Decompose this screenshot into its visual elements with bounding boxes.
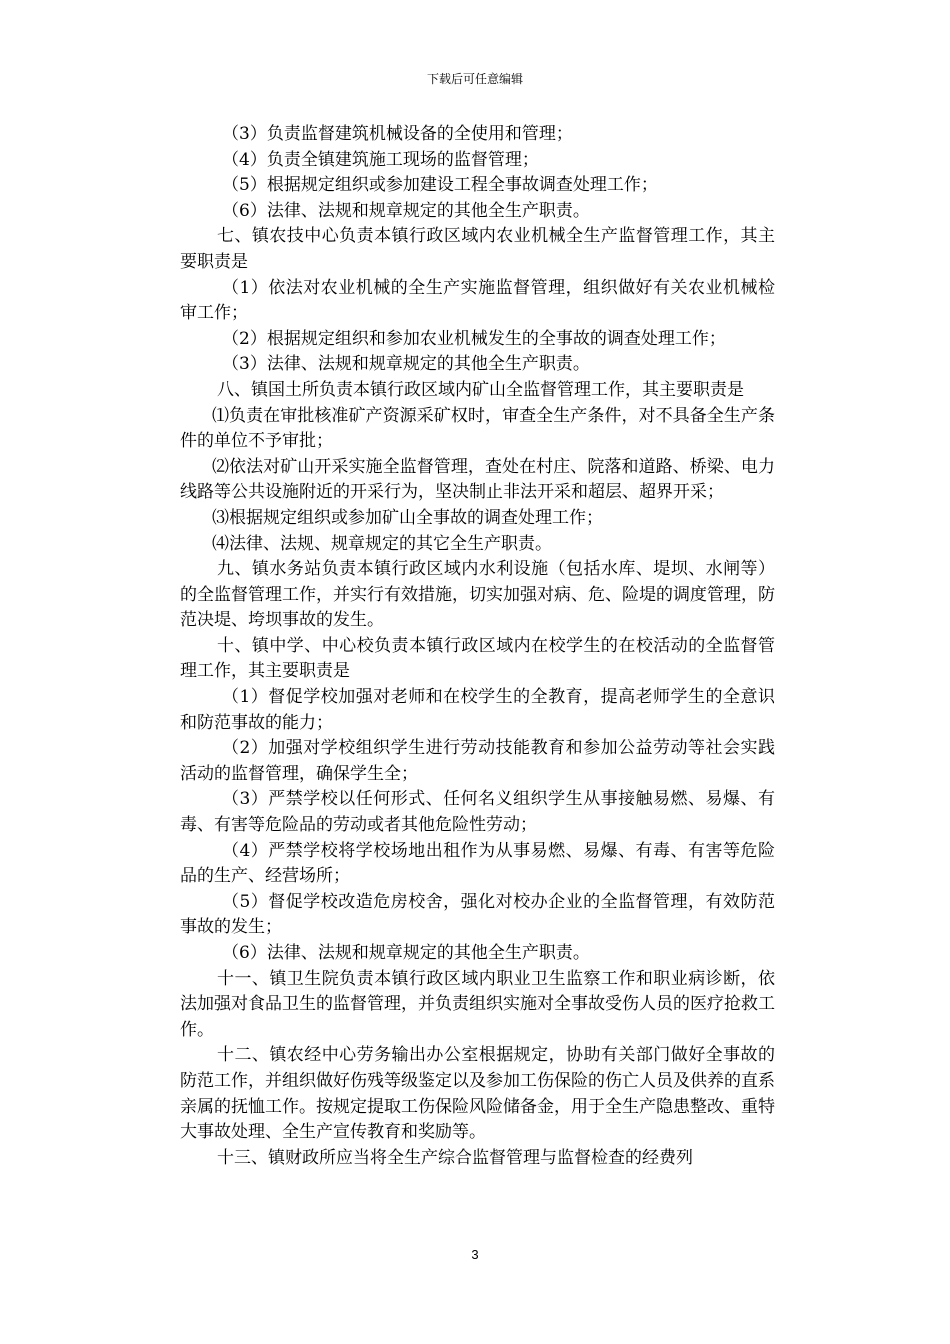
paragraph: 八、镇国土所负责本镇行政区域内矿山全监督管理工作，其主要职责是 xyxy=(217,379,744,400)
paragraph: ⑶根据规定组织或参加矿山全事故的调查处理工作； xyxy=(212,507,603,528)
paragraph: 十三、镇财政所应当将全生产综合监督管理与监督检查的经费列 xyxy=(217,1147,693,1168)
page-header: 下载后可任意编辑 xyxy=(426,72,523,86)
paragraph: 十二、镇农经中心劳务输出办公室根据规定，协助有关部门做好全事故的防范工作，并组织做好伤残等级鉴定以及参加工伤保险的伤亡人员及供养的直系亲属的抚恤工作。按规定提取工伤保险风险储备金，用于全生产隐患整改、重特大事故处理、全生产宣传教育和奖励等。 xyxy=(180,1045,775,1143)
paragraph: （6）法律、法规和规章规定的其他全生产职责。 xyxy=(222,200,590,221)
paragraph: （2）根据规定组织和参加农业机械发生的全事故的调查处理工作； xyxy=(222,328,726,349)
paragraph: （3）严禁学校以任何形式、任何名义组织学生从事接触易燃、易爆、有毒、有害等危险品的劳动或者其他危险性劳动； xyxy=(180,789,775,836)
paragraph: （6）法律、法规和规章规定的其他全生产职责。 xyxy=(222,943,590,963)
paragraph: （1）督促学校加强对老师和在校学生的全教育，提高老师学生的全意识和防范事故的能力； xyxy=(180,687,775,733)
paragraph: 七、镇农技中心负责本镇行政区域内农业机械全生产监督管理工作，其主要职责是 xyxy=(180,226,775,272)
paragraph: （3）法律、法规和规章规定的其他全生产职责。 xyxy=(222,354,590,375)
paragraph: （5）督促学校改造危房校舍，强化对校办企业的全监督管理，有效防范事故的发生； xyxy=(180,891,775,938)
paragraph: ⑴负责在审批核准矿产资源采矿权时，审查全生产条件，对不具备全生产条件的单位不予审批； xyxy=(180,405,775,452)
paragraph: 十一、镇卫生院负责本镇行政区域内职业卫生监察工作和职业病诊断，依法加强对食品卫生的监督管理，并负责组织实施对全事故受伤人员的医疗抢救工作。 xyxy=(180,968,775,1040)
paragraph: （4）负责全镇建筑施工现场的监督管理； xyxy=(222,149,539,170)
paragraph: （5）根据规定组织或参加建设工程全事故调查处理工作； xyxy=(222,175,658,196)
paragraph: （2）加强对学校组织学生进行劳动技能教育和参加公益劳动等社会实践活动的监督管理，确保学生全； xyxy=(180,738,775,784)
paragraph: ⑵依法对矿山开采实施全监督管理，查处在村庄、院落和道路、桥梁、电力线路等公共设施附近的开采行为，坚决制止非法开采和超层、超界开采； xyxy=(180,456,775,503)
paragraph: 九、镇水务站负责本镇行政区域内水利设施（包括水库、堤坝、水闸等）的全监督管理工作，并实行有效措施，切实加强对病、危、险堤的调度管理，防范决堤、垮坝事故的发生。 xyxy=(180,559,775,631)
paragraph: ⑷法律、法规、规章规定的其它全生产职责。 xyxy=(212,533,552,554)
document-body xyxy=(180,122,775,1171)
paragraph: （1）依法对农业机械的全生产实施监督管理，组织做好有关农业机械检审工作； xyxy=(180,277,775,324)
paragraph: 十、镇中学、中心校负责本镇行政区域内在校学生的在校活动的全监督管理工作，其主要职责是 xyxy=(180,635,775,682)
paragraph: （3）负责监督建筑机械设备的全使用和管理； xyxy=(222,124,573,144)
paragraph: （4）严禁学校将学校场地出租作为从事易燃、易爆、有毒、有害等危险品的生产、经营场所； xyxy=(180,840,775,887)
page-number: 3 xyxy=(471,1247,479,1262)
